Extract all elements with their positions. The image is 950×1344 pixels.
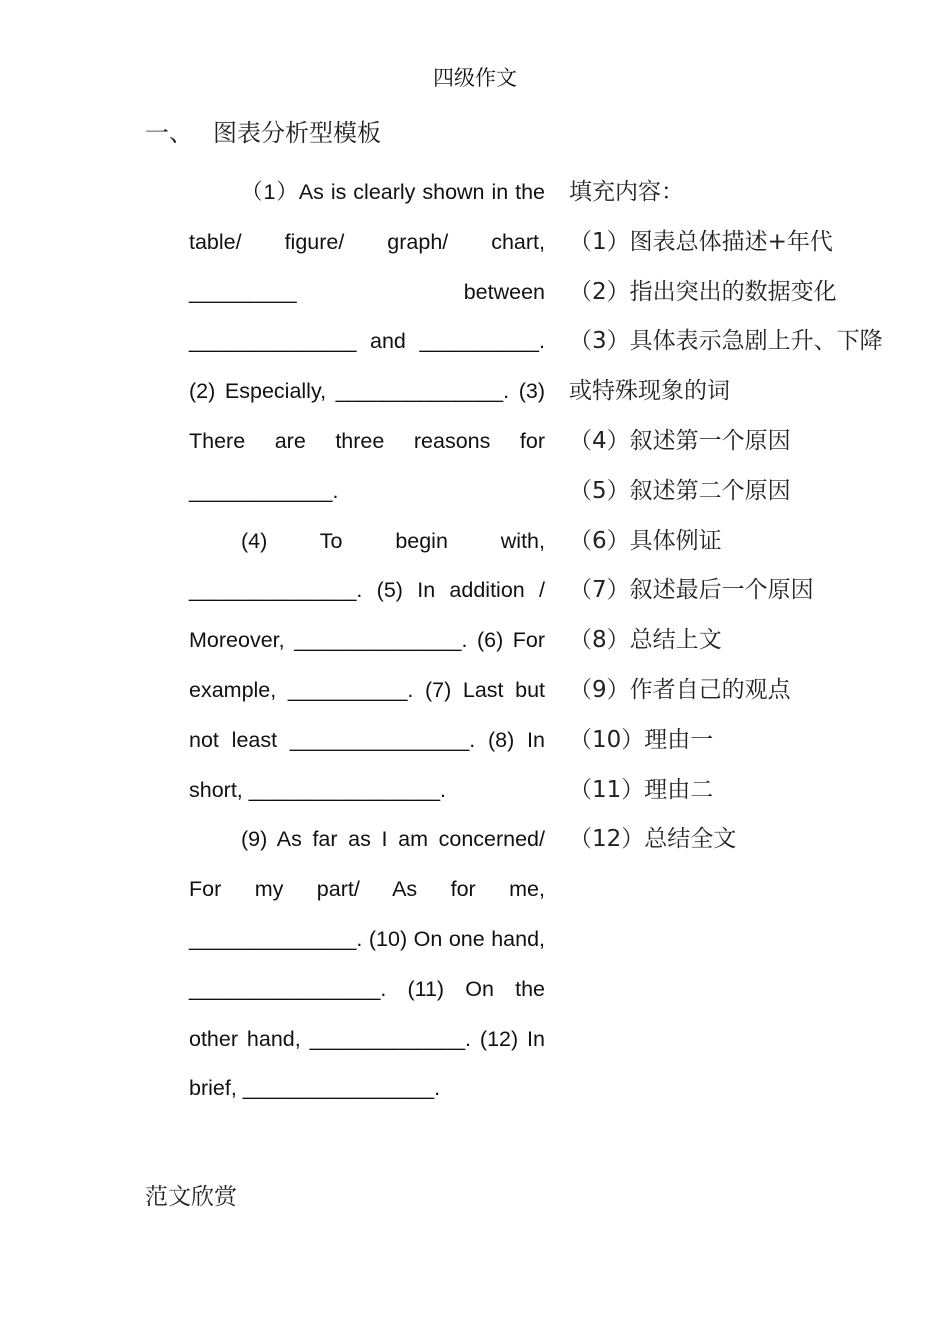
fill-content-item: （1）图表总体描述+年代 [569, 228, 833, 255]
document-title: 四级作文 [433, 66, 517, 90]
template-text [189, 168, 545, 1114]
sample-essay-heading: 范文欣赏 [145, 1184, 237, 1210]
fill-content-item: （12）总结全文 [569, 826, 737, 853]
fill-content-item: （8）总结上文 [569, 627, 722, 654]
fill-content-item: （2）指出突出的数据变化 [569, 278, 837, 305]
fill-content-item: （6）具体例证 [569, 527, 722, 554]
fill-content-item: （4）叙述第一个原因 [569, 427, 791, 454]
template-paragraph: (4) To begin with, ______________. (5) In addition / Moreover, ______________. (6) For example, __________. (7) Last but not least _______________. (8) In short, ________________. [189, 528, 545, 802]
fill-content-item: （10）理由一 [569, 726, 714, 753]
fill-content-item: （5）叙述第二个原因 [569, 477, 791, 504]
fill-content-list [569, 168, 894, 865]
fill-content-item: （9）作者自己的观点 [569, 676, 791, 703]
fill-content-item: （3）具体表示急剧上升、下降或特殊现象的词 [569, 328, 883, 405]
section-number: 一、 [145, 119, 193, 147]
fill-content-item: （7）叙述最后一个原因 [569, 577, 814, 604]
template-paragraph: （1）As is clearly shown in the table/ figure/ graph/ chart, _________ between ______________ and __________. (2) Especially, ______________. (3) There are three reasons for ____________. [189, 180, 545, 503]
section-title: 图表分析型模板 [213, 119, 381, 147]
template-paragraph: (9) As far as I am concerned/ For my part/ As for me, ______________. (10) On one hand, ________________. (11) On the other hand, _____________. (12) In brief, ________________. [189, 827, 545, 1101]
fill-content-header: 填充内容： [569, 179, 684, 205]
fill-content-item: （11）理由二 [569, 776, 714, 803]
section-heading [145, 116, 381, 150]
